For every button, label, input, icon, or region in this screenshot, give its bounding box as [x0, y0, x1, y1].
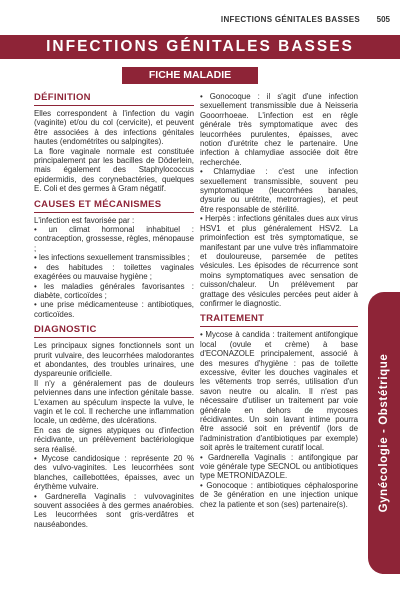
diagnostic-paragraph: • Herpès : infections génitales dues aux virus HSV1 et plus généralement HSV2. La primoinfection est très symptomatique, se manifestant par une vulve très inflammatoire et douloureuse, parsemée de petites vésicules. Les épisodes de récurrence sont moins symptomatiques avec sensation de cuisson/chaleur. Un prélèvement par grattage des vésicules percées peut aider à confirmer le diagnostic.: [200, 214, 358, 308]
running-title: INFECTIONS GÉNITALES BASSES: [220, 15, 360, 24]
traitement-paragraph: • Gonocoque : antibiotiques céphalosporine de 3e génération en une injection unique chez la patiente et son (ses) partenaire(s).: [200, 480, 358, 509]
fiche-maladie-label: FICHE MALADIE: [122, 67, 258, 84]
diagnostic-paragraph: • Gardnerella Vaginalis : vulvovaginites souvent associées à des germes anaérobies. Les leucorrhées sont gris-verdâtres et nauséabondes.: [34, 491, 194, 529]
title-band: [0, 35, 400, 59]
causes-item: • un climat hormonal inhabituel : contraception, grossesse, règles, ménopause ;: [34, 225, 194, 253]
page-number: 505: [376, 15, 390, 24]
page-title: INFECTIONS GÉNITALES BASSES: [46, 38, 354, 55]
diagnostic-paragraph: • Gonocoque : il s'agit d'une infection sexuellement transmissible due à Neisseria Gooorrhoeae. L'infection est en règle générale très symptomatique avec des leucorrhées purulentes, épaisses, avec notion d'urétrite chez le partenaire. Une infection à chlamydiae associée doit être recherchée.: [200, 92, 358, 167]
definition-paragraph: Elles correspondent à l'infection du vagin (vaginite) et/ou du col (cervicite), et peuvent être associées à des infections génitales hautes (endométrites ou salpingites).: [34, 109, 194, 147]
running-header: [0, 15, 400, 27]
causes-item: • des habitudes : toilettes vaginales exagérées ou mauvaise hygiène ;: [34, 262, 194, 282]
diagnostic-paragraph: • Mycose candidosique : représente 20 % des vulvo-vaginites. Les leucorrhées sont blanches, caillebottées, épaisses, avec un érythème vulvaire.: [34, 454, 194, 492]
diagnostic-heading: DIAGNOSTIC: [34, 324, 194, 338]
traitement-paragraph: • Mycose à candida : traitement antifongique local (ovule et crème) à base d'ECONAZOLE principalement, associé à des mesures d'hygiène : pas de toilette excessive, éviter les douches vaginales et les vêtements trop serrés, utilisation d'un savon neutre ou alcalin. Il n'est pas nécessaire d'utiliser un traitement par voie générale en dehors de mycoses récidivantes. Un soin lavant intime pourra être associé soit en préventif (lors de l'administration d'antibiotiques par exemple) soit après le traitement curatif local.: [200, 330, 358, 453]
definition-paragraph: La flore vaginale normale est constituée principalement par les bacilles de Döderlein, mais également des Staphylococcus epidermidis, des corynebactéries, quelques E. Coli et des germes à Gram négatif.: [34, 146, 194, 194]
traitement-paragraph: • Gardnerella Vaginalis : antifongique par voie générale type SECNOL ou antibiotiques type METRONIDAZOLE.: [200, 452, 358, 481]
causes-item: • les infections sexuellement transmissibles ;: [34, 253, 190, 263]
section-side-tab: [368, 292, 400, 574]
diagnostic-paragraph: Il n'y a généralement pas de douleurs pelviennes dans une infection génitale basse. L'examen au spéculum inspecte la vulve, le vagin et le col. Il recherche une inflammation locale, un œdème, des ulcérations.: [34, 378, 194, 426]
left-column: [34, 92, 194, 529]
causes-heading: CAUSES ET MÉCANISMES: [34, 199, 194, 213]
diagnostic-paragraph: Les principaux signes fonctionnels sont un prurit vulvaire, des leucorrhées malodorantes et abondantes, des troubles urinaires, une dyspareunie orificielle.: [34, 341, 194, 379]
diagnostic-paragraph: En cas de signes atypiques ou d'infection récidivante, un prélèvement bactériologique sera réalisé.: [34, 425, 194, 454]
traitement-heading: TRAITEMENT: [200, 313, 358, 327]
right-column: [200, 92, 358, 509]
diagnostic-paragraph: • Chlamydiae : c'est une infection sexuellement transmissible, souvent peu symptomatique (leucorrhées banales, dysurie ou urétrite, metrorragies), et peut être responsable de stérilité.: [200, 167, 358, 214]
causes-intro: L'infection est favorisée par :: [34, 215, 135, 225]
definition-heading: DÉFINITION: [34, 92, 194, 106]
side-tab-label: Gynécologie - Obstétrique: [378, 353, 390, 513]
causes-item: • une prise médicamenteuse : antibiotiques, corticoïdes.: [34, 300, 194, 319]
causes-item: • les maladies générales favorisantes : diabète, corticoïdes ;: [34, 281, 194, 300]
